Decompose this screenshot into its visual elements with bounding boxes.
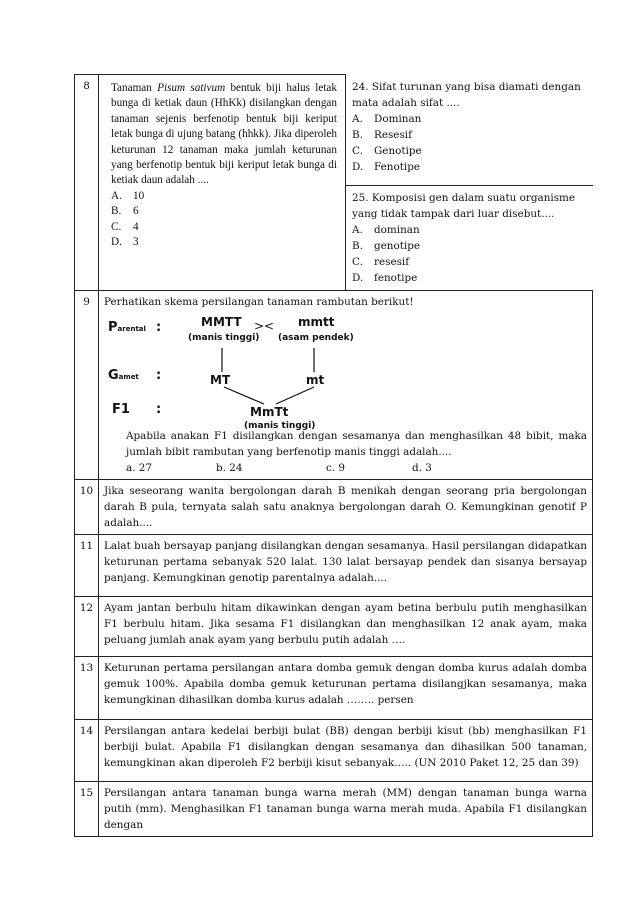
cross-symbol: >< xyxy=(254,318,275,333)
table-row xyxy=(75,534,593,596)
question-13-text: Keturunan pertama persilangan antara domba gemuk dengan domba kurus adalah domba gemuk 100%. Apabila domba gemuk keturunan pertama disilangjkan sesamanya, maka kemungkinan dihasilkan domba kurus adalah …….. persen xyxy=(99,656,593,719)
option-d: D. 3 xyxy=(111,236,139,249)
question-24 xyxy=(346,75,593,185)
option-a: A. Dominan xyxy=(352,112,422,125)
colon: : xyxy=(156,367,162,383)
gamet1: MT xyxy=(210,372,231,387)
question-9-options xyxy=(126,460,587,476)
parent2-phenotype: (asam pendek) xyxy=(278,332,354,343)
parent2-genotype: mmtt xyxy=(298,314,335,329)
question-10-text: Jika seseorang wanita bergolongan darah B menikah dengan seorang pria bergolongan darah B pula, ternyata salah satu anaknya bergolongan darah O. Kemungkinan genotif P adalah.... xyxy=(99,479,593,534)
gamet-label: Gamet xyxy=(108,367,139,383)
question-25 xyxy=(346,185,593,290)
worksheet xyxy=(74,74,592,837)
question-9-followup: Apabila anakan F1 disilangkan dengan sesamanya dan menghasilkan 48 bibit, maka jumlah bibit rambutan yang berfenotip manis tinggi adalah.... xyxy=(126,429,587,458)
question-25-text: 25. Komposisi gen dalam suatu organisme yang tidak tampak dari luar disebut.... xyxy=(352,191,576,220)
option-d: D. fenotipe xyxy=(352,271,418,284)
option-a: A. dominan xyxy=(352,223,420,236)
question-14-text: Persilangan antara kedelai berbiji bulat (BB) dengan berbiji kisut (bb) menghasilkan F1 berbiji bulat. Apabila F1 disilangkan dengan sesamanya dan dihasilkan 500 tanaman, kemungkinan akan diperoleh F2 berbiji kisut sebanyak….. (UN 2010 Paket 12, 25 dan 39) xyxy=(99,719,593,781)
option-c: C. Genotipe xyxy=(352,144,422,157)
parent1-phenotype: (manis tinggi) xyxy=(188,332,260,343)
table-row xyxy=(75,719,593,781)
question-24-text: 24. Sifat turunan yang bisa diamati dengan mata adalah sifat .... xyxy=(352,80,581,109)
question-number: 12 xyxy=(75,596,99,656)
option-c: C. resesif xyxy=(352,255,410,268)
table-row xyxy=(75,596,593,656)
option-b: b. 24 xyxy=(216,461,243,474)
question-12-text: Ayam jantan berbulu hitam dikawinkan dengan ayam betina berbulu putih menghasilkan F1 berbulu hitam. Jika sesama F1 disilangkan dan menghasilkan 12 anak ayam, maka peluang jumlah anak ayam yang berbulu putih adalah …. xyxy=(99,596,593,656)
option-d: d. 3 xyxy=(412,461,432,474)
question-number: 14 xyxy=(75,719,99,781)
question-table xyxy=(74,74,593,837)
option-a: A. 10 xyxy=(111,189,145,202)
option-c: c. 9 xyxy=(326,461,346,474)
question-number: 8 xyxy=(75,75,99,291)
f1-phenotype: (manis tinggi) xyxy=(244,420,316,431)
option-c: C. 4 xyxy=(111,220,139,233)
question-8-options xyxy=(111,189,337,251)
cross-schema xyxy=(104,312,587,431)
f1-genotype: MmTt xyxy=(250,404,289,419)
colon: : xyxy=(156,319,162,335)
question-number: 11 xyxy=(75,534,99,596)
colon: : xyxy=(156,401,162,417)
question-number: 9 xyxy=(75,290,99,479)
f1-label: F1 xyxy=(112,401,130,417)
parental-label: Parental xyxy=(108,319,146,335)
question-number: 10 xyxy=(75,479,99,534)
table-row xyxy=(75,75,593,291)
table-row xyxy=(75,479,593,534)
table-row xyxy=(75,656,593,719)
question-number: 13 xyxy=(75,656,99,719)
question-8-text: Tanaman Pisum sativum bentuk biji halus letak bunga di ketiak daun (HhKk) disilangkan dengan tanaman sejenis berfenotip bentuk biji keriput letak bunga di ujung batang (hhkk). Jika diperoleh keturunan 12 tanaman maka jumlah keturunan yang berfenotip bentuk biji keriput letak bunga di ketiak daun adalah .... xyxy=(111,82,337,187)
table-row xyxy=(75,781,593,836)
option-b: B. 6 xyxy=(111,205,139,218)
table-row xyxy=(75,290,593,479)
gamet2: mt xyxy=(306,372,325,387)
option-a: a. 27 xyxy=(126,461,153,474)
question-15-text: Persilangan antara tanaman bunga warna merah (MM) dengan tanaman bunga warna putih (mm). Menghasilkan F1 tanaman bunga warna merah muda. Apabila F1 disilangkan dengan xyxy=(99,781,593,836)
option-b: B. genotipe xyxy=(352,239,421,252)
question-11-text: Lalat buah bersayap panjang disilangkan dengan sesamanya. Hasil persilangan didapatkan keturunan pertama sebanyak 520 lalat. 130 lalat bersayap pendek dan sisanya bersayap panjang. Kemungkinan genotip parentalnya adalah.... xyxy=(99,534,593,596)
question-number: 15 xyxy=(75,781,99,836)
option-d: D. Fenotipe xyxy=(352,160,421,173)
parent1-genotype: MMTT xyxy=(201,314,242,329)
question-9-cell xyxy=(99,290,593,479)
question-8-cell xyxy=(99,75,346,291)
questions-24-25-cell xyxy=(346,75,593,291)
option-b: B. Resesif xyxy=(352,128,412,141)
question-9-text: Perhatikan skema persilangan tanaman rambutan berikut! xyxy=(104,295,414,308)
